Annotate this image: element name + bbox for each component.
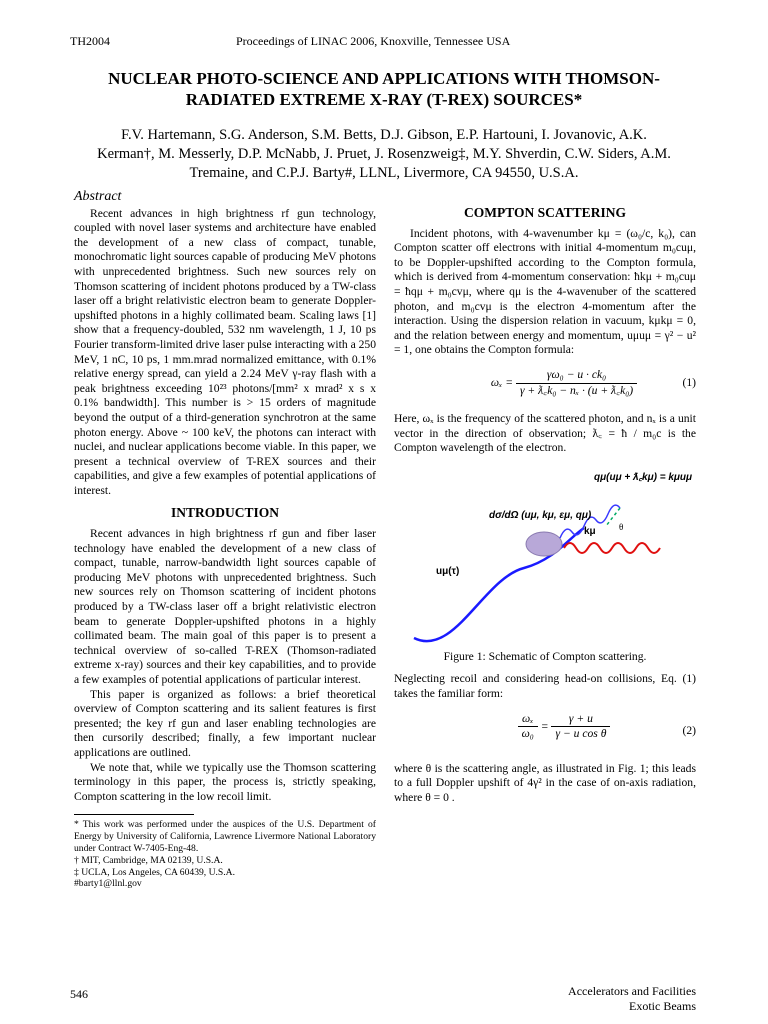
eq1-number: (1) — [682, 375, 696, 389]
equation-2: $\frac{\text{ωₓ}}{\text{ω₀}}$ = $\frac{\gamma + u}{\text{γ − u cos θ}}$ (2) — [394, 712, 696, 752]
title-line-2: RADIATED EXTREME X-RAY (T-REX) SOURCES* — [185, 90, 583, 109]
authors-line-3: Tremaine, and C.P.J. Barty#, LLNL, Livermore, CA 94550, U.S.A. — [189, 165, 579, 181]
intro-paragraph-1: Recent advances in high brightness rf gun and fiber laser technology have enabled the development of a new class of compact, tunable, narrow-bandwidth light sources capable of producing MeV photons with unprecedented brightness. Such new sources rely on Thomson scattering of incident photons produced by a TW-class laser off a bright relativistic electron beam to generate Doppler-upshifted photons in a highly collimated beam. The main goal of this paper is to present a technical overview of so-called T-REX (Thomson-radiated extreme x-ray) sources and their key capabilities, and to provide a few examples of potential applications of particular interest. — [74, 527, 376, 686]
authors-line-2: Kerman†, M. Messerly, D.P. McNabb, J. Pruet, J. Rosenzweig‡, M.Y. Shverdin, C.W. Siders, A.M. — [97, 146, 671, 162]
right-column — [394, 200, 696, 805]
footer-category-2: Exotic Beams — [629, 999, 696, 1013]
fig-label-cross-section: dσ/dΩ (uμ, kμ, εμ, qμ) — [489, 509, 592, 521]
footer-categories — [568, 984, 696, 1014]
theta-arc — [606, 508, 620, 526]
authors-line-1: F.V. Hartemann, S.G. Anderson, S.M. Betts, D.J. Gibson, E.P. Hartouni, I. Jovanovic, A.K. — [121, 127, 647, 143]
eq2-numerator-left: ωₓ — [518, 712, 538, 728]
compton-paragraph-2: Here, ωₓ is the frequency of the scattered photon, and nₓ is a unit vector in the direction of observation; ƛ꜀ = ħ / m₀c is the Compton wavelength of the electron. — [394, 411, 696, 455]
footnote-ucla: ‡ UCLA, Los Angeles, CA 60439, U.S.A. — [74, 866, 235, 878]
abstract-heading: Abstract — [74, 189, 122, 204]
header-proceedings: Proceedings of LINAC 2006, Knoxville, Tennessee USA — [236, 34, 511, 48]
compton-paragraph-1: Incident photons, with 4-wavenumber kμ = (ω₀/c, k₀), can Compton scatter off electrons with initial 4-momentum m₀cuμ, to be Doppler-upshifted according to the Compton formula, which is derived from 4-momentum conservation: ħkμ + m₀cuμ = ħqμ + m₀cvμ, where qμ is the 4-wavenuber of the scattered photon, and m₀cvμ is the electron 4-momentum after the interaction. Using the dispersion relation in vacuum, kμkμ = 0, and the relation between energy and momentum, uμuμ = γ² − u² = 1, one obtains the Compton formula: — [394, 226, 696, 357]
abstract-text: Recent advances in high brightness rf gun technology, coupled with novel laser systems and architecture have enabled the development of a new class of compact, tunable, monochromatic light sources capable of producing MeV photons with unprecedented brightness. Such new sources rely on Thomson scattering of incident photons produced by a TW-class laser off a bright relativistic electron beam to generate Doppler-upshifted photons in a highly collimated beam. Scaling laws [1] show that a frequency-doubled, 532 nm wavelength, 1 J, 10 ps Fourier transform-limited drive laser pulse interacting with a 250 MeV, 1 nC, 10 ps, 1 mm.mrad normalized emittance, with 0.1% relative energy spread, can yield a 2.24 MeV γ-ray flash with a peak brightness exceeding 10²³ photons/[mm² x mrad² x s x 0.1% bandwidth]. This number is > 15 orders of magnitude beyond the output of a third-generation synchrotron at the same photon energy. Above ~ 100 keV, the photons can interact with nuclei, and nuclear applications become viable. In this paper, we present a technical overview of T-REX sources and their capabilities, and give a few examples of potential applications of interest. — [74, 206, 376, 497]
title-line-1: NUCLEAR PHOTO-SCIENCE AND APPLICATIONS WITH THOMSON- — [108, 69, 660, 88]
footnote-mit: † MIT, Cambridge, MA 02139, U.S.A. — [74, 854, 223, 866]
footnote-funding: * This work was performed under the auspices of the U.S. Department of Energy by University of California, Lawrence Livermore National Laboratory under Contract W-7405-Eng-48. — [74, 819, 376, 854]
compton-schematic-figure — [394, 458, 696, 648]
compton-paragraph-4: where θ is the scattering angle, as illustrated in Fig. 1; this leads to a full Doppler upshift of 4γ² in the case of on-axis radiation, where θ = 0 . — [394, 761, 696, 804]
intro-paragraph-2: This paper is organized as follows: a brief theoretical overview of Compton scattering and its salient features is first presented; the key rf gun and laser enabling technologies are then cursorily described; finally, a few important nuclear applications are outlined. — [74, 687, 376, 759]
footer-category-1: Accelerators and Facilities — [568, 984, 696, 998]
eq2-denominator-left: ω₀ — [521, 727, 534, 741]
interaction-region — [526, 532, 562, 556]
incident-laser-wave — [564, 543, 660, 553]
eq2-numerator-right: γ + u — [551, 712, 610, 728]
paper-title — [40, 68, 728, 110]
fig-label-k: kμ — [584, 525, 596, 537]
fig-label-theta: θ — [619, 521, 624, 532]
footnote-rule — [74, 814, 194, 815]
eq1-numerator: γω₀ − u · ck₀ — [516, 368, 637, 384]
header-code: TH2004 — [70, 34, 110, 48]
eq2-denominator-right: γ − u cos θ — [555, 727, 607, 741]
figure-caption: Figure 1: Schematic of Compton scattering. — [443, 649, 647, 663]
author-list — [40, 126, 728, 183]
compton-paragraph-3: Neglecting recoil and considering head-on collisions, Eq. (1) takes the familiar form: — [394, 672, 696, 700]
eq2-number: (2) — [682, 723, 696, 737]
compton-heading: COMPTON SCATTERING — [464, 205, 626, 220]
fig-label-u: uμ(τ) — [436, 565, 460, 577]
eq1-lhs: ωₓ = — [490, 375, 514, 389]
fig-label-top: qμ(uμ + ƛ꜀kμ) = kμuμ — [594, 471, 693, 483]
page-number: 546 — [70, 987, 88, 1001]
intro-paragraph-3: We note that, while we typically use the Thomson scattering terminology in this paper, the process is, strictly speaking, Compton scattering in the low recoil limit. — [74, 760, 376, 803]
introduction-heading: INTRODUCTION — [170, 505, 279, 521]
eq1-denominator: γ + ƛ꜀k₀ − nₓ · (u + ƛ꜀k₀) — [519, 383, 634, 397]
left-column — [74, 190, 376, 890]
equation-1 — [394, 368, 696, 402]
footnote-email: #barty1@llnl.gov — [74, 878, 142, 890]
